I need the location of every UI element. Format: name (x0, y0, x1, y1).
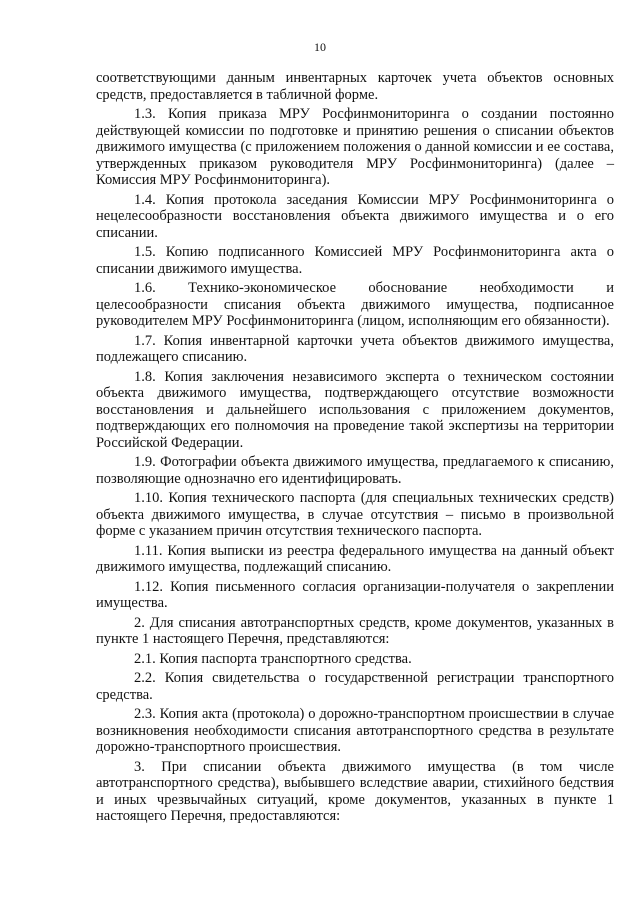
paragraph-1-8: 1.8. Копия заключения независимого эксперта о техническом состоянии объекта движимого имущества, подтверждающего отсутствие возможности восстановления и дальнейшего использования с приложением документов, подтверждающих его полномочия на проведение такой экспертизы на территории Российской Федерации. (96, 368, 614, 451)
paragraph-1-6: 1.6. Технико-экономическое обоснование необходимости и целесообразности списания объекта движимого имущества, подписанное руководителем МРУ Росфинмониторинга (лицом, исполняющим его обязанности). (96, 280, 614, 329)
paragraph-2-3: 2.3. Копия акта (протокола) о дорожно-транспортном происшествии в случае возникновения необходимости списания автотранспортного средства в результате дорожно-транспортного происшествия. (96, 706, 614, 755)
document-body (96, 70, 614, 828)
paragraph-1-9: 1.9. Фотографии объекта движимого имущества, предлагаемого к списанию, позволяющие однозначно его идентифицировать. (96, 454, 614, 487)
paragraph-3: 3. При списании объекта движимого имущества (в том числе автотранспортного средства), выбывшего вследствие аварии, стихийного бедствия и иных чрезвычайных ситуаций, кроме документов, указанных в пункте 1 настоящего Перечня, предоставляются: (96, 758, 614, 824)
paragraph-1-4: 1.4. Копия протокола заседания Комиссии МРУ Росфинмониторинга о нецелесообразности восстановления объекта движимого имущества и о его списании. (96, 191, 614, 241)
paragraph-2-2: 2.2. Копия свидетельства о государственной регистрации транспортного средства. (96, 670, 614, 703)
paragraph-continuation: соответствующими данным инвентарных карточек учета объектов основных средств, предоставляется в табличной форме. (96, 70, 614, 103)
paragraph-1-11: 1.11. Копия выписки из реестра федерального имущества на данный объект движимого имущества, подлежащий списанию. (96, 542, 614, 575)
paragraph-1-5: 1.5. Копию подписанного Комиссией МРУ Росфинмониторинга акта о списании движимого имущества. (96, 244, 614, 277)
paragraph-2-1: 2.1. Копия паспорта транспортного средства. (134, 650, 412, 667)
paragraph-2: 2. Для списания автотранспортных средств, кроме документов, указанных в пункте 1 настоящего Перечня, представляются: (96, 614, 614, 647)
paragraph-1-3: 1.3. Копия приказа МРУ Росфинмониторинга о создании постоянно действующей комиссии по подготовке и принятию решения о списании объектов движимого имущества (с приложением положения о данной комиссии и ее состава, утвержденных приказом руководителя МРУ Росфинмониторинга) (далее – Комиссия МРУ Росфинмониторинга). (96, 106, 614, 188)
paragraph-1-7: 1.7. Копия инвентарной карточки учета объектов движимого имущества, подлежащего списанию. (96, 332, 614, 365)
page-number: 10 (314, 40, 326, 54)
paragraph-1-10: 1.10. Копия технического паспорта (для специальных технических средств) объекта движимого имущества, в случае отсутствия – письмо в произвольной форме с указанием причин отсутствия технического паспорта. (96, 490, 614, 539)
paragraph-1-12: 1.12. Копия письменного согласия организации-получателя о закреплении имущества. (96, 578, 614, 611)
